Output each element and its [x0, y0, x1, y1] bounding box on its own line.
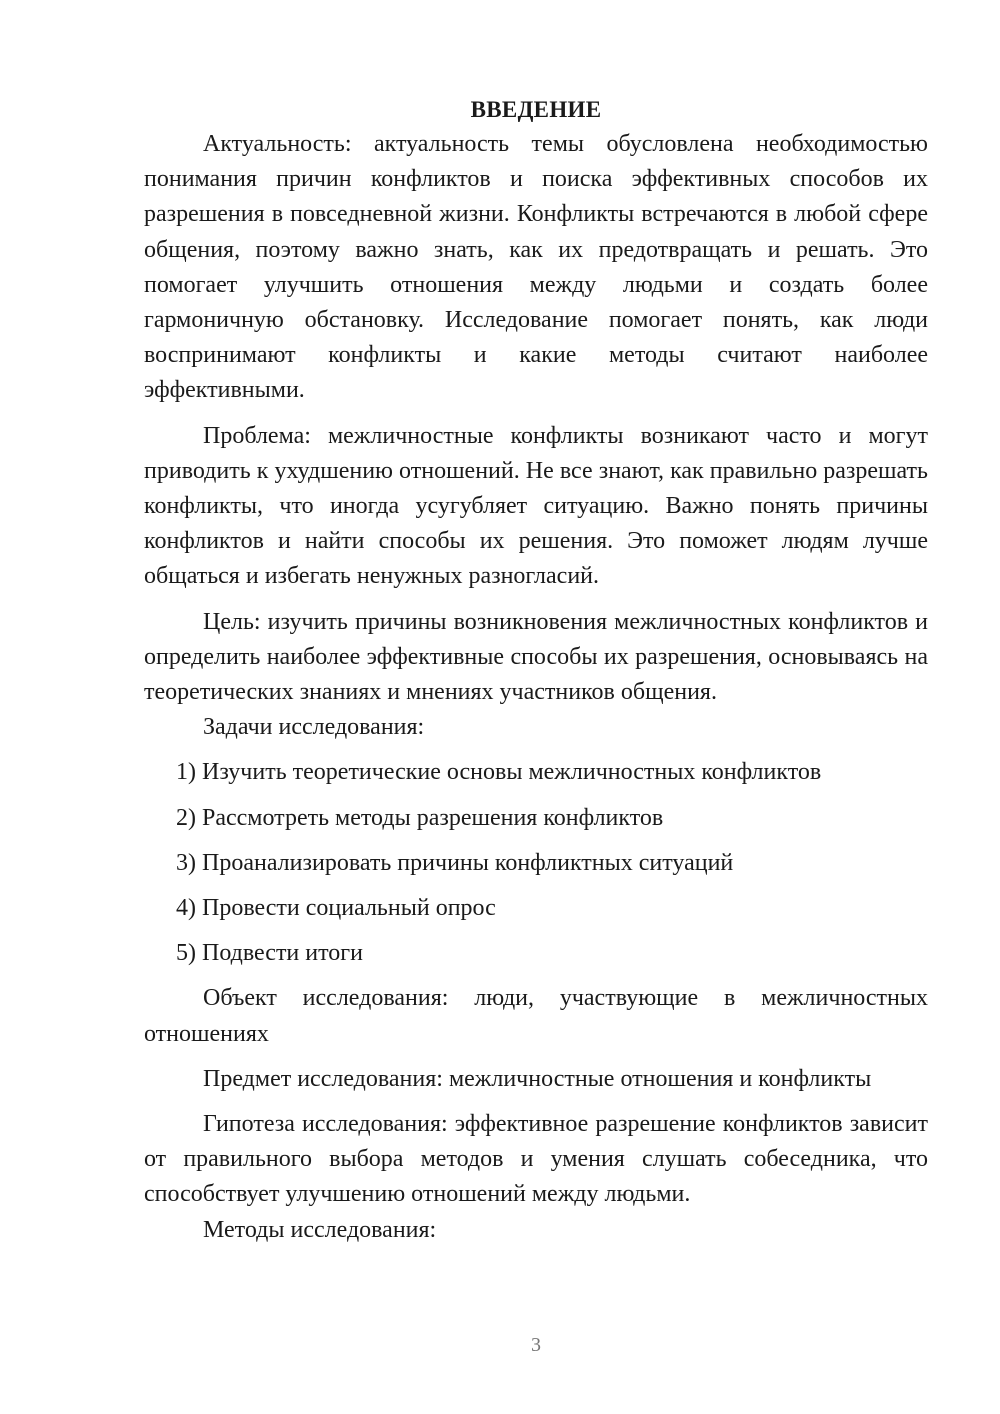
- page-number: 3: [531, 1334, 541, 1356]
- task-item-2: 2) Рассмотреть методы разрешения конфликтов: [176, 804, 664, 831]
- subject-paragraph: Предмет исследования: межличностные отношения и конфликты: [203, 1065, 872, 1092]
- object-paragraph: Объект исследования: люди, участвующие в межличностных отношениях: [144, 985, 928, 1047]
- methods-heading: Методы исследования:: [203, 1216, 437, 1243]
- task-item-4: 4) Провести социальный опрос: [176, 895, 496, 922]
- document-body: [144, 92, 928, 1248]
- relevance-paragraph: Актуальность: актуальность темы обусловлена необходимостью понимания причин конфликтов и поиска эффективных способов их разрешения в повседневной жизни. Конфликты встречаются в любой сфере общения, поэтому важно знать, как их предотвращать и решать. Это помогает улучшить отношения между людьми и создать более гармоничную обстановку. Исследование помогает понять, как люди воспринимают конфликты и какие методы считают наиболее эффективными.: [144, 131, 928, 404]
- task-item-5: 5) Подвести итоги: [176, 940, 363, 967]
- task-item-3: 3) Проанализировать причины конфликтных ситуаций: [176, 849, 734, 876]
- problem-paragraph: Проблема: межличностные конфликты возникают часто и могут приводить к ухудшению отношений. Не все знают, как правильно разрешать конфликты, что иногда усугубляет ситуацию. Важно понять причины конфликтов и найти способы их решения. Это поможет людям лучше общаться и избегать ненужных разногласий.: [144, 422, 928, 590]
- goal-paragraph: Цель: изучить причины возникновения межличностных конфликтов и определить наиболее эффективные способы их разрешения, основываясь на теоретических знаниях и мнениях участников общения.: [144, 608, 928, 706]
- hypothesis-paragraph: Гипотеза исследования: эффективное разрешение конфликтов зависит от правильного выбора методов и умения слушать собеседника, что способствует улучшению отношений между людьми.: [144, 1111, 928, 1208]
- page-title: ВВЕДЕНИЕ: [470, 97, 602, 122]
- tasks-heading: Задачи исследования:: [203, 714, 425, 741]
- task-item-1: 1) Изучить теоретические основы межличностных конфликтов: [176, 759, 822, 786]
